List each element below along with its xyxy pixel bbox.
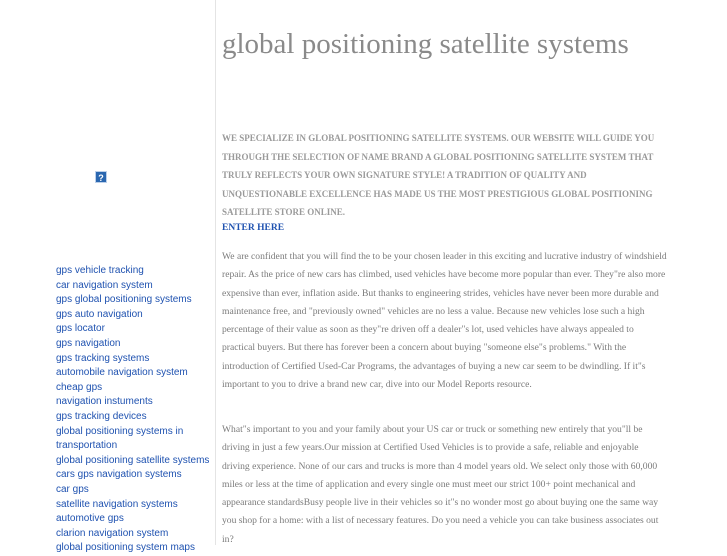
sidebar-link[interactable]: gps tracking devices <box>56 410 147 422</box>
sidebar-link[interactable]: global positioning system maps <box>56 542 195 554</box>
enter-here-link[interactable]: ENTER HERE <box>222 223 285 233</box>
sidebar-link[interactable]: clarion navigation system <box>56 527 169 539</box>
sidebar-link[interactable]: gps navigation <box>56 337 121 349</box>
sidebar-link[interactable]: cheap gps <box>56 381 103 393</box>
sidebar-link[interactable]: global positioning satellite systems <box>56 454 210 466</box>
sidebar-link[interactable]: gps locator <box>56 323 105 335</box>
sidebar-link[interactable]: global positioning systems in transportation <box>56 425 184 452</box>
sidebar-link[interactable]: satellite navigation systems <box>56 498 178 510</box>
intro-text: WE SPECIALIZE IN GLOBAL POSITIONING SATELLITE SYSTEMS. OUR WEBSITE WILL GUIDE YOU THROUGH THE SELECTION OF NAME BRAND A GLOBAL POSITIONING SATELLITE SYSTEM THAT TRULY REFLECTS YOUR OWN SIGNATURE STYLE! A TRADITION OF QUALITY AND UNQUESTIONABLE EXCELLENCE HAS MADE US THE MOST PRESTIGIOUS GLOBAL POSITIONING SATELLITE STORE ONLINE. <box>222 133 655 217</box>
body-paragraph-2: What"s important to you and your family about your US car or truck or something new entirely that you"ll be driving in just a few years.Our mission at Certified Used Vehicles is to provide a safe, reliable and enjoyable driving experience. None of our cars and trucks is more than 4 model years old. We select only those with 60,000 miles or less at the time of application and every single one must meet our strict 100+ point mechanical and appearance standardsBusy people live in their vehicles so it"s no wonder most go about buying one the same way you shop for a home: with a list of necessary features. Do you need a vehicle you can take business associates out in? <box>222 424 659 545</box>
body-paragraph-1: We are confident that you will find the to be your chosen leader in this exciting and lucrative industry of windshield repair. As the price of new cars has climbed, used vehicles have become more popular than ever. They"re also more expensive than ever, inflation aside. But thanks to engineering strides, vehicles have never been more durable and maintenance free, and "previously owned" vehicles are no less a value. Because new vehicles lose such a high percentage of their value as soon as they"re driven off a dealer"s lot, used vehicles have always appealed to practical buyers. But there has forever been a concern about buying "someone else"s problems." With the introduction of Certified Used-Car Programs, the advantages of buying a new car seem to be dwindling. If it"s important to you to drive a brand new car, dive into our Model Reports resource. <box>222 251 667 391</box>
sidebar-link[interactable]: gps vehicle tracking <box>56 265 144 276</box>
sidebar-link[interactable]: gps tracking systems <box>56 352 150 364</box>
sidebar-link[interactable]: cars gps navigation systems <box>56 469 182 481</box>
broken-image-icon[interactable]: ? <box>95 171 107 183</box>
sidebar-link[interactable]: automotive gps <box>56 513 124 525</box>
sidebar <box>0 0 216 554</box>
sidebar-link[interactable]: gps global positioning systems <box>56 294 192 306</box>
sidebar-link[interactable]: car gps <box>56 483 89 495</box>
sidebar-link-list <box>56 264 212 556</box>
sidebar-link[interactable]: automobile navigation system <box>56 367 188 379</box>
sidebar-link[interactable]: gps auto navigation <box>56 308 143 320</box>
page-title: global positioning satellite systems <box>222 28 629 60</box>
sidebar-link[interactable]: navigation instuments <box>56 396 153 408</box>
sidebar-link[interactable]: car navigation system <box>56 279 153 291</box>
